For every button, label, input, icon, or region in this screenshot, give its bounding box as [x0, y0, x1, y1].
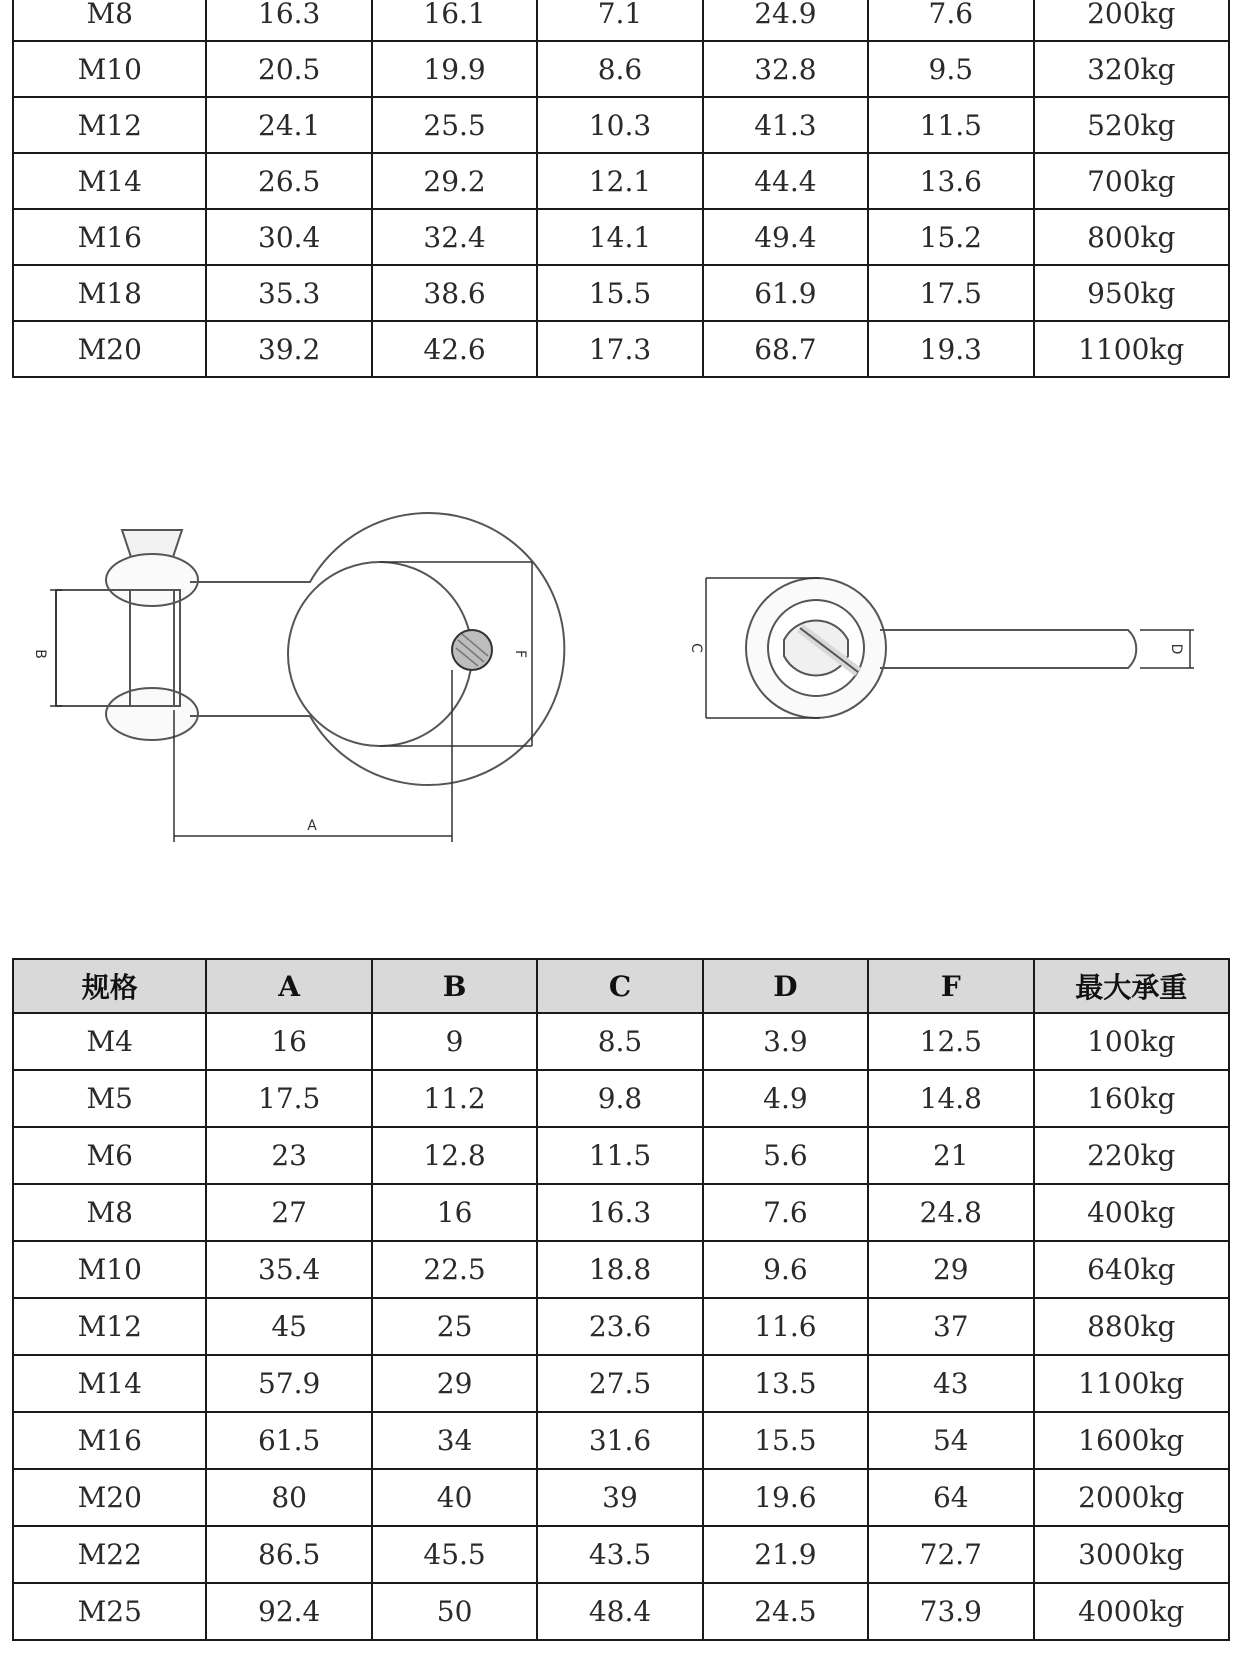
table-cell: 8.5 — [537, 1013, 702, 1070]
spec-table-bottom-body — [13, 1013, 1229, 1640]
table-cell: 41.3 — [703, 97, 868, 153]
table-row — [13, 97, 1229, 153]
table-cell: 61.5 — [206, 1412, 371, 1469]
table-row — [13, 265, 1229, 321]
table-cell: 200kg — [1034, 0, 1230, 41]
table-cell: 12.5 — [868, 1013, 1033, 1070]
table-cell: 25.5 — [372, 97, 537, 153]
table-cell: M18 — [13, 265, 206, 321]
table-cell: M4 — [13, 1013, 206, 1070]
table-cell: 24.5 — [703, 1583, 868, 1640]
table-row — [13, 153, 1229, 209]
table-cell: 19.6 — [703, 1469, 868, 1526]
table-cell: 12.1 — [537, 153, 702, 209]
column-header: 规格 — [13, 959, 206, 1013]
table-cell: 16.1 — [372, 0, 537, 41]
table-cell: 5.6 — [703, 1127, 868, 1184]
table-cell: 12.8 — [372, 1127, 537, 1184]
table-cell: 39 — [537, 1469, 702, 1526]
table-cell: 520kg — [1034, 97, 1230, 153]
table-cell: 92.4 — [206, 1583, 371, 1640]
table-cell: 8.6 — [537, 41, 702, 97]
table-cell: 30.4 — [206, 209, 371, 265]
table-cell: 7.6 — [868, 0, 1033, 41]
table-cell: 7.1 — [537, 0, 702, 41]
table-cell: M14 — [13, 1355, 206, 1412]
table-cell: 29.2 — [372, 153, 537, 209]
spec-table-bottom — [12, 958, 1230, 1641]
table-cell: 54 — [868, 1412, 1033, 1469]
table-row — [13, 209, 1229, 265]
table-cell: M12 — [13, 97, 206, 153]
table-cell: 61.9 — [703, 265, 868, 321]
table-cell: 950kg — [1034, 265, 1230, 321]
column-header: D — [703, 959, 868, 1013]
shackle-side-view — [56, 513, 564, 785]
table-cell: 14.1 — [537, 209, 702, 265]
dimension-label-c: C — [688, 643, 704, 653]
shackle-pin-view — [746, 578, 1136, 718]
table-cell: 15.5 — [703, 1412, 868, 1469]
table-cell: M16 — [13, 1412, 206, 1469]
table-cell: 73.9 — [868, 1583, 1033, 1640]
table-cell: 68.7 — [703, 321, 868, 377]
table-cell: 16.3 — [537, 1184, 702, 1241]
table-cell: 45 — [206, 1298, 371, 1355]
table-row — [13, 321, 1229, 377]
table-cell: 27.5 — [537, 1355, 702, 1412]
table-cell: 44.4 — [703, 153, 868, 209]
dimension-label-f: F — [512, 649, 528, 659]
table-cell: 800kg — [1034, 209, 1230, 265]
table-cell: 57.9 — [206, 1355, 371, 1412]
table-cell: M8 — [13, 1184, 206, 1241]
column-header: F — [868, 959, 1033, 1013]
table-cell: 4000kg — [1034, 1583, 1230, 1640]
table-cell: 160kg — [1034, 1070, 1230, 1127]
table-cell: 35.4 — [206, 1241, 371, 1298]
table-cell: 3000kg — [1034, 1526, 1230, 1583]
dimension-label-a: A — [307, 818, 317, 834]
table-cell: 27 — [206, 1184, 371, 1241]
column-header: C — [537, 959, 702, 1013]
table-cell: 17.3 — [537, 321, 702, 377]
table-cell: M25 — [13, 1583, 206, 1640]
table-cell: 220kg — [1034, 1127, 1230, 1184]
table-row — [13, 1070, 1229, 1127]
table-cell: 35.3 — [206, 265, 371, 321]
table-cell: 24.9 — [703, 0, 868, 41]
shackle-dimension-diagram — [0, 490, 1240, 870]
table-cell: 1100kg — [1034, 321, 1230, 377]
table-cell: 25 — [372, 1298, 537, 1355]
table-cell: 42.6 — [372, 321, 537, 377]
table-cell: 43.5 — [537, 1526, 702, 1583]
table-cell: 11.5 — [868, 97, 1033, 153]
table-cell: 16 — [372, 1184, 537, 1241]
table-cell: M20 — [13, 321, 206, 377]
table-cell: 13.5 — [703, 1355, 868, 1412]
table-row — [13, 1526, 1229, 1583]
table-cell: 23.6 — [537, 1298, 702, 1355]
spec-table-top-body — [13, 0, 1229, 377]
table-cell: 320kg — [1034, 41, 1230, 97]
table-cell: 3.9 — [703, 1013, 868, 1070]
table-cell: 21 — [868, 1127, 1033, 1184]
table-cell: 80 — [206, 1469, 371, 1526]
header-row — [13, 959, 1229, 1013]
table-cell: M12 — [13, 1298, 206, 1355]
table-row — [13, 1127, 1229, 1184]
table-cell: 880kg — [1034, 1298, 1230, 1355]
column-header: 最大承重 — [1034, 959, 1230, 1013]
table-cell: 49.4 — [703, 209, 868, 265]
table-cell: 23 — [206, 1127, 371, 1184]
table-cell: 19.9 — [372, 41, 537, 97]
table-cell: M10 — [13, 41, 206, 97]
table-row — [13, 1412, 1229, 1469]
table-row — [13, 1013, 1229, 1070]
table-cell: 64 — [868, 1469, 1033, 1526]
table-cell: 16 — [206, 1013, 371, 1070]
table-cell: 24.8 — [868, 1184, 1033, 1241]
table-cell: 4.9 — [703, 1070, 868, 1127]
table-cell: 10.3 — [537, 97, 702, 153]
table-cell: M10 — [13, 1241, 206, 1298]
table-cell: 16.3 — [206, 0, 371, 41]
table-cell: 86.5 — [206, 1526, 371, 1583]
table-row — [13, 1241, 1229, 1298]
table-cell: 20.5 — [206, 41, 371, 97]
table-cell: 17.5 — [206, 1070, 371, 1127]
table-row — [13, 1298, 1229, 1355]
table-cell: 14.8 — [868, 1070, 1033, 1127]
table-cell: 9.5 — [868, 41, 1033, 97]
table-cell: 15.5 — [537, 265, 702, 321]
table-cell: M20 — [13, 1469, 206, 1526]
table-cell: 1100kg — [1034, 1355, 1230, 1412]
table-cell: 700kg — [1034, 153, 1230, 209]
table-cell: 640kg — [1034, 1241, 1230, 1298]
table-cell: 34 — [372, 1412, 537, 1469]
table-cell: M16 — [13, 209, 206, 265]
table-cell: 9 — [372, 1013, 537, 1070]
table-cell: 17.5 — [868, 265, 1033, 321]
table-cell: 29 — [372, 1355, 537, 1412]
table-cell: 26.5 — [206, 153, 371, 209]
table-cell: M5 — [13, 1070, 206, 1127]
table-cell: 40 — [372, 1469, 537, 1526]
table-cell: 9.8 — [537, 1070, 702, 1127]
table-row — [13, 41, 1229, 97]
table-cell: 32.8 — [703, 41, 868, 97]
dimension-label-b: B — [32, 649, 48, 659]
table-row — [13, 0, 1229, 41]
table-cell: 31.6 — [537, 1412, 702, 1469]
table-cell: 29 — [868, 1241, 1033, 1298]
table-cell: 48.4 — [537, 1583, 702, 1640]
table-cell: 1600kg — [1034, 1412, 1230, 1469]
table-cell: 2000kg — [1034, 1469, 1230, 1526]
table-row — [13, 1184, 1229, 1241]
table-cell: 24.1 — [206, 97, 371, 153]
table-cell: 38.6 — [372, 265, 537, 321]
table-cell: M8 — [13, 0, 206, 41]
table-row — [13, 1469, 1229, 1526]
table-cell: 19.3 — [868, 321, 1033, 377]
table-row — [13, 1583, 1229, 1640]
table-cell: 13.6 — [868, 153, 1033, 209]
table-cell: M14 — [13, 153, 206, 209]
table-cell: 11.6 — [703, 1298, 868, 1355]
table-cell: 11.2 — [372, 1070, 537, 1127]
table-cell: 22.5 — [372, 1241, 537, 1298]
table-cell: 400kg — [1034, 1184, 1230, 1241]
table-cell: M22 — [13, 1526, 206, 1583]
column-header: B — [372, 959, 537, 1013]
table-cell: 18.8 — [537, 1241, 702, 1298]
table-cell: 37 — [868, 1298, 1033, 1355]
table-row — [13, 1355, 1229, 1412]
table-cell: 32.4 — [372, 209, 537, 265]
table-cell: 11.5 — [537, 1127, 702, 1184]
table-cell: 50 — [372, 1583, 537, 1640]
spec-table-bottom-header — [13, 959, 1229, 1013]
table-cell: 39.2 — [206, 321, 371, 377]
table-cell: 15.2 — [868, 209, 1033, 265]
dimension-label-d: D — [1168, 643, 1184, 655]
table-cell: 43 — [868, 1355, 1033, 1412]
column-header: A — [206, 959, 371, 1013]
table-cell: 21.9 — [703, 1526, 868, 1583]
table-cell: 100kg — [1034, 1013, 1230, 1070]
table-cell: 72.7 — [868, 1526, 1033, 1583]
table-cell: M6 — [13, 1127, 206, 1184]
table-cell: 9.6 — [703, 1241, 868, 1298]
spec-table-top — [12, 0, 1230, 378]
table-cell: 7.6 — [703, 1184, 868, 1241]
table-cell: 45.5 — [372, 1526, 537, 1583]
